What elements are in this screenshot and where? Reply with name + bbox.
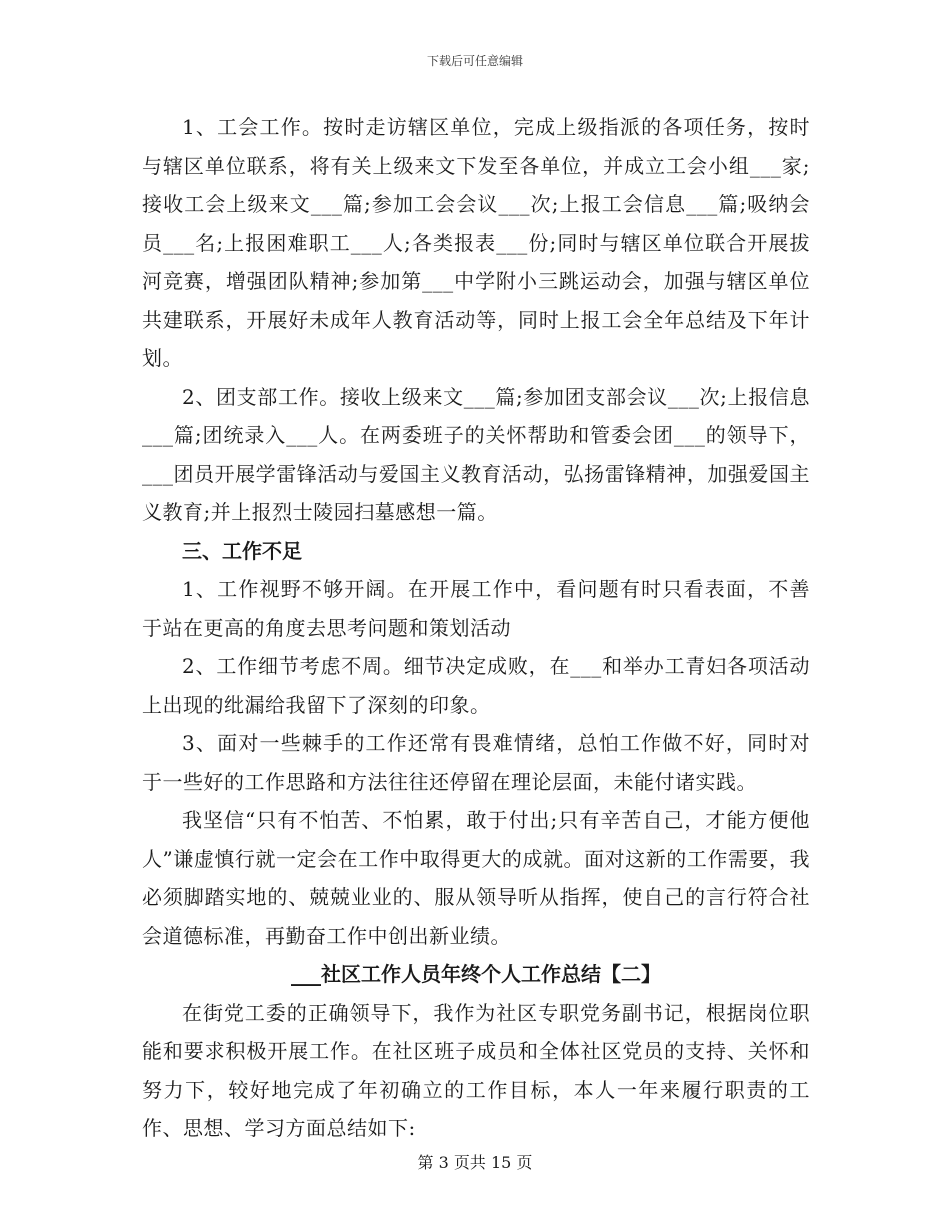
page-number: 第 3 页共 15 页 bbox=[417, 1153, 533, 1172]
paragraph-intro-part-two: 在街党工委的正确领导下，我作为社区专职党务副书记，根据岗位职能和要求积极开展工作。在社区班子成员和全体社区党员的支持、关怀和努力下，较好地完成了年初确立的工作目标，本人一年来履行职责的工作、思想、学习方面总结如下: bbox=[142, 1000, 810, 1140]
paragraph-shortcoming-3: 3、面对一些棘手的工作还常有畏难情绪，总怕工作做不好，同时对于一些好的工作思路和方法往往还停留在理论层面，未能付诸实践。 bbox=[142, 731, 810, 794]
page-header: 下载后可任意编辑 bbox=[426, 54, 523, 68]
section-heading-shortcomings: 三、工作不足 bbox=[182, 538, 302, 563]
paragraph-union-work: 1、工会工作。按时走访辖区单位，完成上级指派的各项任务，按时与辖区单位联系，将有关上级来文下发至各单位，并成立工会小组___家;接收工会上级来文___篇;参加工会会议___次;上报工会信息___篇;吸纳会员___名;上报困难职工___人;各类报表___份;同时与辖区单位联合开展拔河竞赛，增强团队精神;参加第___中学附小三跳运动会，加强与辖区单位共建联系，开展好未成年人教育活动等，同时上报工会全年总结及下年计划。 bbox=[142, 115, 810, 370]
paragraph-conclusion: 我坚信“只有不怕苦、不怕累，敢于付出;只有辛苦自己，才能方便他人”谦虚慎行就一定会在工作中取得更大的成就。面对这新的工作需要，我必须脚踏实地的、兢兢业业的、服从领导听从指挥，使自己的言行符合社会道德标准，再勤奋工作中创出新业绩。 bbox=[142, 808, 810, 948]
paragraph-shortcoming-1: 1、工作视野不够开阔。在开展工作中，看问题有时只看表面，不善于站在更高的角度去思考问题和策划活动 bbox=[142, 577, 810, 640]
paragraph-youth-league-work: 2、团支部工作。接收上级来文___篇;参加团支部会议___次;上报信息___篇;团统录入___人。在两委班子的关怀帮助和管委会团___的领导下，___团员开展学雷锋活动与爱国主义教育活动，弘扬雷锋精神，加强爱国主义教育;并上报烈士陵园扫墓感想一篇。 bbox=[142, 384, 810, 524]
document-subtitle: ___社区工作人员年终个人工作总结【二】 bbox=[291, 962, 661, 986]
paragraph-shortcoming-2: 2、工作细节考虑不周。细节决定成败，在___和举办工青妇各项活动上出现的纰漏给我留下了深刻的印象。 bbox=[142, 654, 810, 717]
document-body bbox=[142, 108, 810, 1148]
